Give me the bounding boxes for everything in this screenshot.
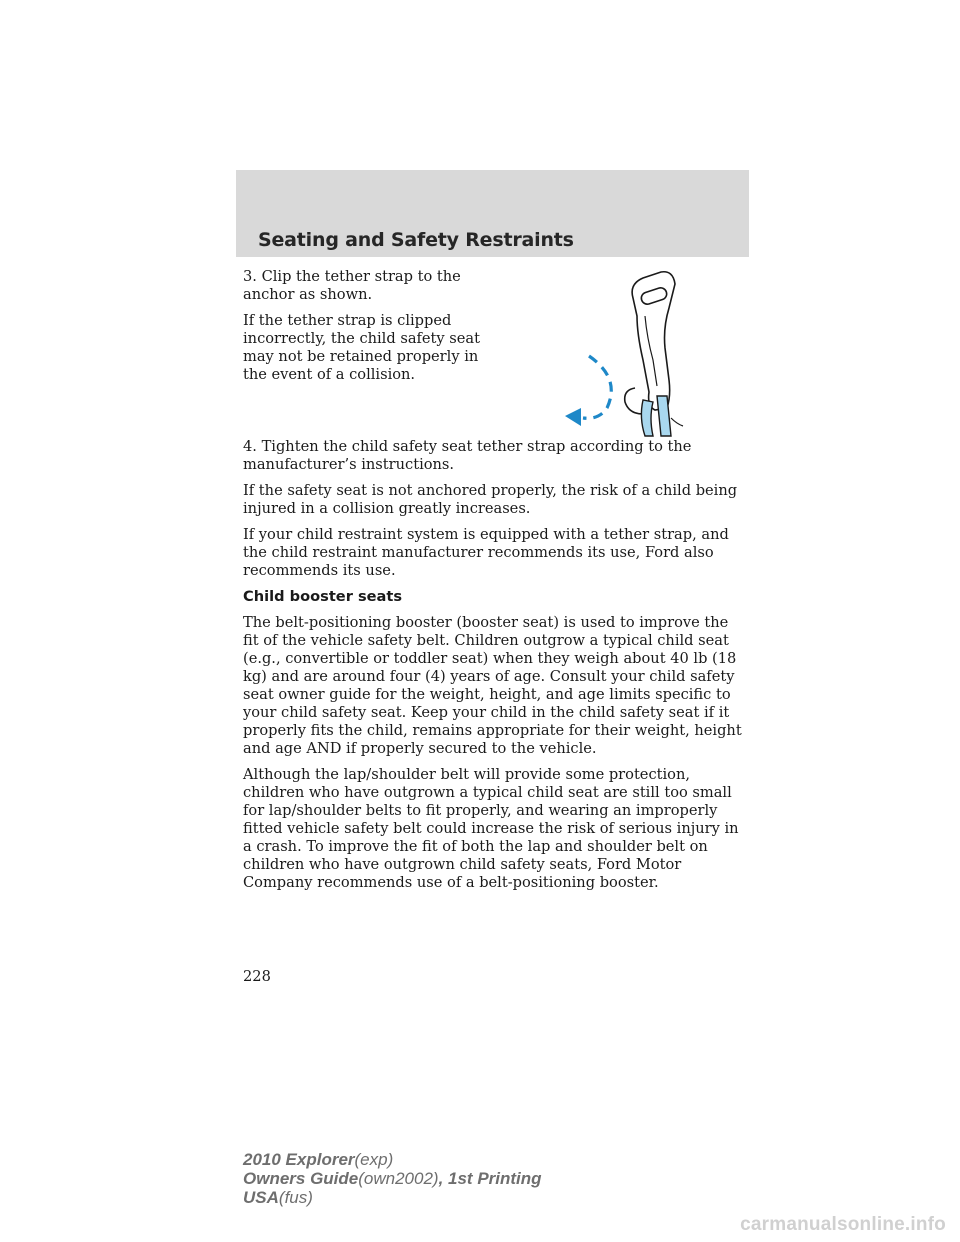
footer-guide-line bbox=[243, 1169, 542, 1188]
tether-anchor-clip-icon bbox=[543, 268, 748, 438]
anchor-warning-text: If the safety seat is not anchored properly, the risk of a child being injured in a collision greatly increases. bbox=[243, 482, 738, 517]
page-content bbox=[243, 268, 748, 900]
page-number: 228 bbox=[243, 968, 271, 985]
section-title: Seating and Safety Restraints bbox=[258, 229, 574, 251]
booster-paragraph-1: The belt-positioning booster (booster seat) is used to improve the fit of the vehicle safety belt. Children outgrow a typical child seat (e.g., convertible or toddler seat) when they weigh about 40 lb (18 kg) and are around four (4) years of age. Consult your child safety seat owner guide for the weight, height, and age limits specific to your child safety seat. Keep your child in the child safety seat if it properly fits the child, remains appropriate for their weight, height and age AND if properly secured to the vehicle. bbox=[243, 614, 742, 757]
footer-model: 2010 Explorer bbox=[243, 1150, 355, 1169]
footer-guide: Owners Guide bbox=[243, 1169, 359, 1188]
footer-model-line bbox=[243, 1150, 542, 1169]
booster-paragraph-2: Although the lap/shoulder belt will provide some protection, children who have outgrown a typical child seat are still too small for lap/shoulder belts to fit properly, and wearing an improperly fitted vehicle safety belt could increase the risk of serious injury in a crash. To improve the fit of both the lap and shoulder belt on children who have outgrown child safety seats, Ford Motor Company recommends use of a belt-positioning booster. bbox=[243, 766, 739, 891]
step-3-text: 3. Clip the tether strap to the anchor as shown. bbox=[243, 268, 461, 303]
footer-market-line bbox=[243, 1188, 542, 1207]
footer-market: USA bbox=[243, 1188, 279, 1207]
footer-printing: , 1st Printing bbox=[438, 1169, 542, 1188]
step-3-block bbox=[243, 268, 748, 438]
booster-seats-heading: Child booster seats bbox=[243, 588, 403, 605]
step-4-text: 4. Tighten the child safety seat tether strap according to the manufacturer’s instructions. bbox=[243, 438, 692, 473]
footer-model-code: (exp) bbox=[354, 1150, 394, 1169]
footer-market-code: (fus) bbox=[278, 1188, 313, 1207]
tether-recommendation-text: If your child restraint system is equipped with a tether strap, and the child restraint manufacturer recommends its use, Ford also recommends its use. bbox=[243, 526, 729, 579]
step-3-warning: If the tether strap is clipped incorrectly, the child safety seat may not be retained properly in the event of a collision. bbox=[243, 312, 480, 383]
watermark-link[interactable]: carmanualsonline.info bbox=[740, 1214, 946, 1235]
document-footer bbox=[243, 1150, 542, 1207]
footer-guide-code: (own2002) bbox=[358, 1169, 439, 1188]
